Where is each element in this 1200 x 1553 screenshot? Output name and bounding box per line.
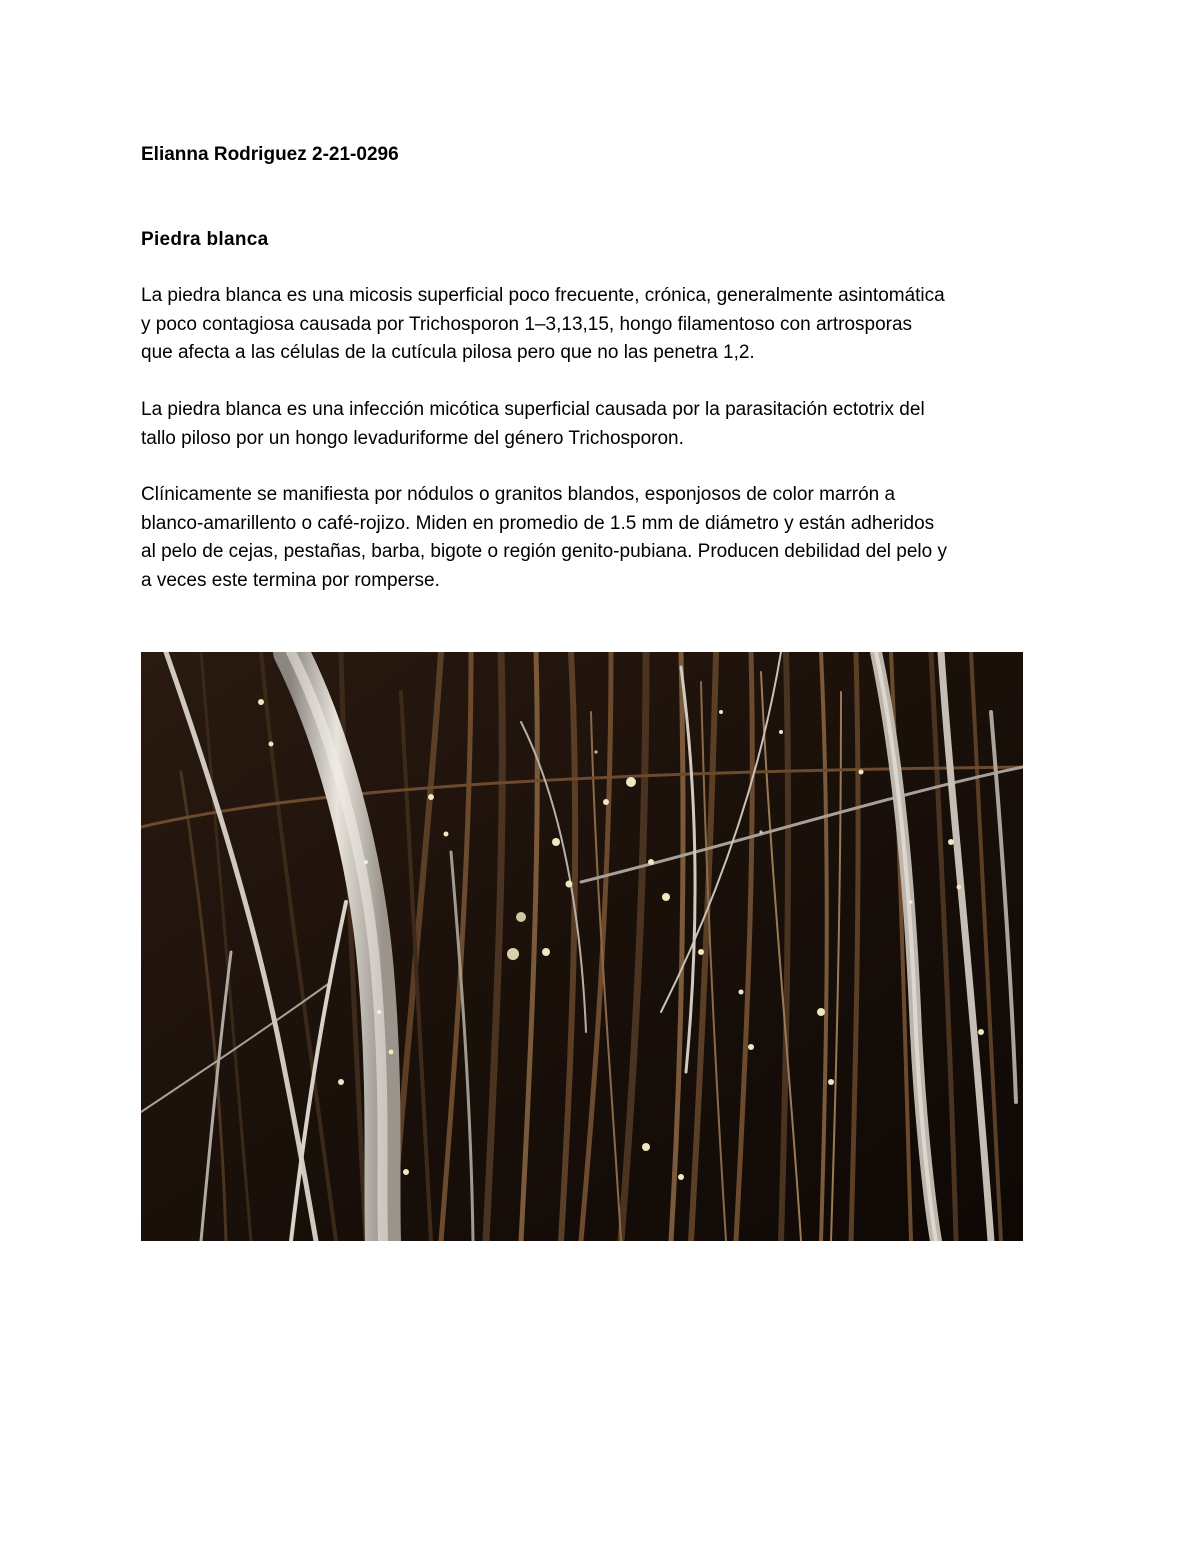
paragraph-line: y poco contagiosa causada por Trichosporon 1–3,13,15, hongo filamentoso con artrosporas (141, 313, 913, 335)
author-line: Elianna Rodriguez 2-21-0296 (141, 144, 399, 165)
paragraph-2 (141, 396, 1071, 453)
paragraph-line: al pelo de cejas, pestañas, barba, bigote o región genito-pubiana. Producen debilidad del pelo y (141, 541, 947, 562)
paragraph-line: blanco-amarillento o café-rojizo. Miden en promedio de 1.5 mm de diámetro y están adheridos (141, 512, 935, 534)
paragraph-line: que afecta a las células de la cutícula pilosa pero que no las penetra 1,2. (141, 342, 755, 363)
paragraph-line: a veces este termina por romperse. (141, 569, 440, 591)
paragraph-line: La piedra blanca es una micosis superficial poco frecuente, crónica, generalmente asintomática (141, 285, 945, 306)
hair-photo (141, 652, 1023, 1241)
paragraph-line: La piedra blanca es una infección micótica superficial causada por la parasitación ectotrix del (141, 399, 925, 420)
paragraph-1 (141, 282, 1071, 368)
paragraph-line: tallo piloso por un hongo levaduriforme del género Trichosporon. (141, 427, 684, 449)
hair-photo-illustration (141, 652, 1023, 1241)
paragraph-line: Clínicamente se manifiesta por nódulos o granitos blandos, esponjosos de color marrón a (141, 484, 896, 505)
paragraph-3 (141, 481, 1071, 595)
section-heading: Piedra blanca (141, 229, 269, 250)
